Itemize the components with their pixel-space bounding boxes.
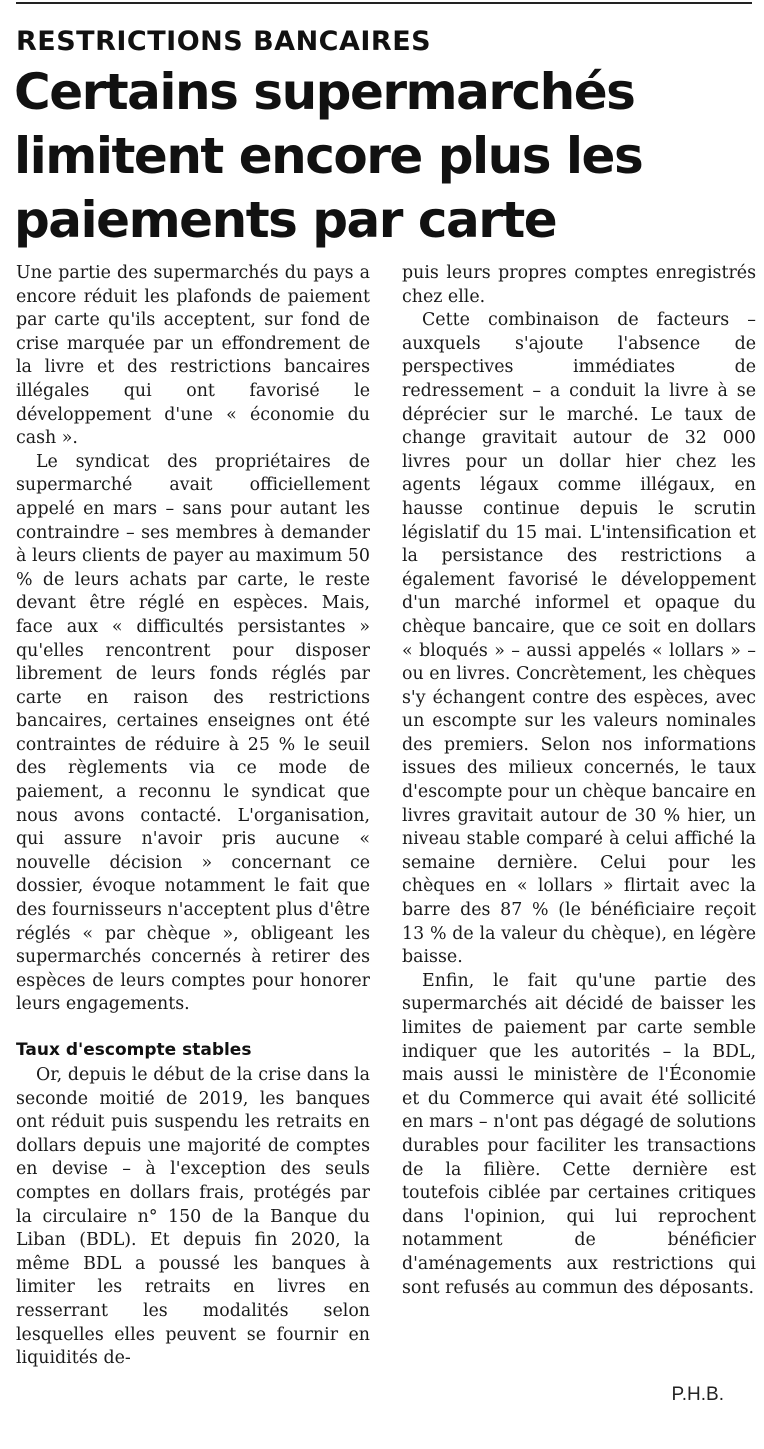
column-right [402, 262, 756, 1371]
article-headline: Certains supermarchés limitent encore plus les paiements par carte [14, 63, 643, 249]
top-rule [16, 2, 752, 4]
author-signature: P.H.B. [671, 1384, 724, 1405]
paragraph-continuation: puis leurs propres comptes enregistrés chez elle. [402, 263, 756, 307]
article-body [16, 262, 756, 1371]
paragraph: Or, depuis le début de la crise dans la seconde moitié de 2019, les banques ont réduit puis suspendu les retraits en dollars depuis une majorité de comptes en devise – à l'exception des seuls comptes en dollars frais, protégés par la circulaire n° 150 de la Banque du Liban (BDL). Et depuis fin 2020, la même BDL a poussé les banques à limiter les retraits en livres en resserrant les modalités selon lesquelles elles peuvent se fournir en liquidités de- [16, 1065, 370, 1369]
paragraph: Enfin, le fait qu'une partie des supermarchés ait décidé de baisser les limites de paiement par carte semble indiquer que les autorités – la BDL, mais aussi le ministère de l'Économie et du Commerce qui avait été sollicité en mars – n'ont pas dégagé de solutions durables pour faciliter les transactions de la filière. Cette dernière est toutefois ciblée par certaines critiques dans l'opinion, qui lui reprochent notamment de bénéficier d'aménagements aux restrictions qui sont refusés au commun des déposants. [402, 970, 756, 1298]
paragraph: Une partie des supermarchés du pays a encore réduit les plafonds de paiement par carte qu'ils acceptent, sur fond de crise marquée par un effondrement de la livre et des restrictions bancaires illégales qui ont favorisé le développement d'une « économie du cash ». [16, 263, 370, 449]
paragraph: Cette combinaison de facteurs – auxquels s'ajoute l'absence de perspectives immédiates de redressement – a conduit la livre à se déprécier sur le marché. Le taux de change gravitait autour de 32 000 livres pour un dollar hier chez les agents légaux comme illégaux, en hausse continue depuis le scrutin législatif du 15 mai. L'intensification et la persistance des restrictions a également favorisé le développement d'un marché informel et opaque du chèque bancaire, que ce soit en dollars « bloqués » – aussi appelés « lollars » – ou en livres. Concrètement, les chèques s'y échangent contre des espèces, avec un escompte sur les valeurs nominales des premiers. Selon nos informations issues des milieux concernés, le taux d'escompte pour un chèque bancaire en livres gravitait autour de 30 % hier, un niveau stable comparé à celui affiché la semaine dernière. Celui pour les chèques en « lollars » flirtait avec la barre des 87 % (le bénéficiaire reçoit 13 % de la valeur du chèque), en légère baisse. [402, 310, 756, 968]
article-kicker: RESTRICTIONS BANCAIRES [16, 26, 432, 57]
section-subheading: Taux d'escompte stables [16, 1040, 252, 1060]
column-left [16, 262, 370, 1371]
paragraph: Le syndicat des propriétaires de supermarché avait officiellement appelé en mars – sans pour autant les contraindre – ses membres à demander à leurs clients de payer au maximum 50 % de leurs achats par carte, le reste devant être réglé en espèces. Mais, face aux « difficultés persistantes » qu'elles rencontrent pour disposer librement de leurs fonds réglés par carte en raison des restrictions bancaires, certaines enseignes ont été contraintes de réduire à 25 % le seuil des règlements via ce mode de paiement, a reconnu le syndicat que nous avons contacté. L'organisation, qui assure n'avoir pris aucune « nouvelle décision » concernant ce dossier, évoque notamment le fait que des fournisseurs n'acceptent plus d'être réglés « par chèque », obligeant les supermarchés concernés à retirer des espèces de leurs comptes pour honorer leurs engagements. [16, 451, 370, 1015]
